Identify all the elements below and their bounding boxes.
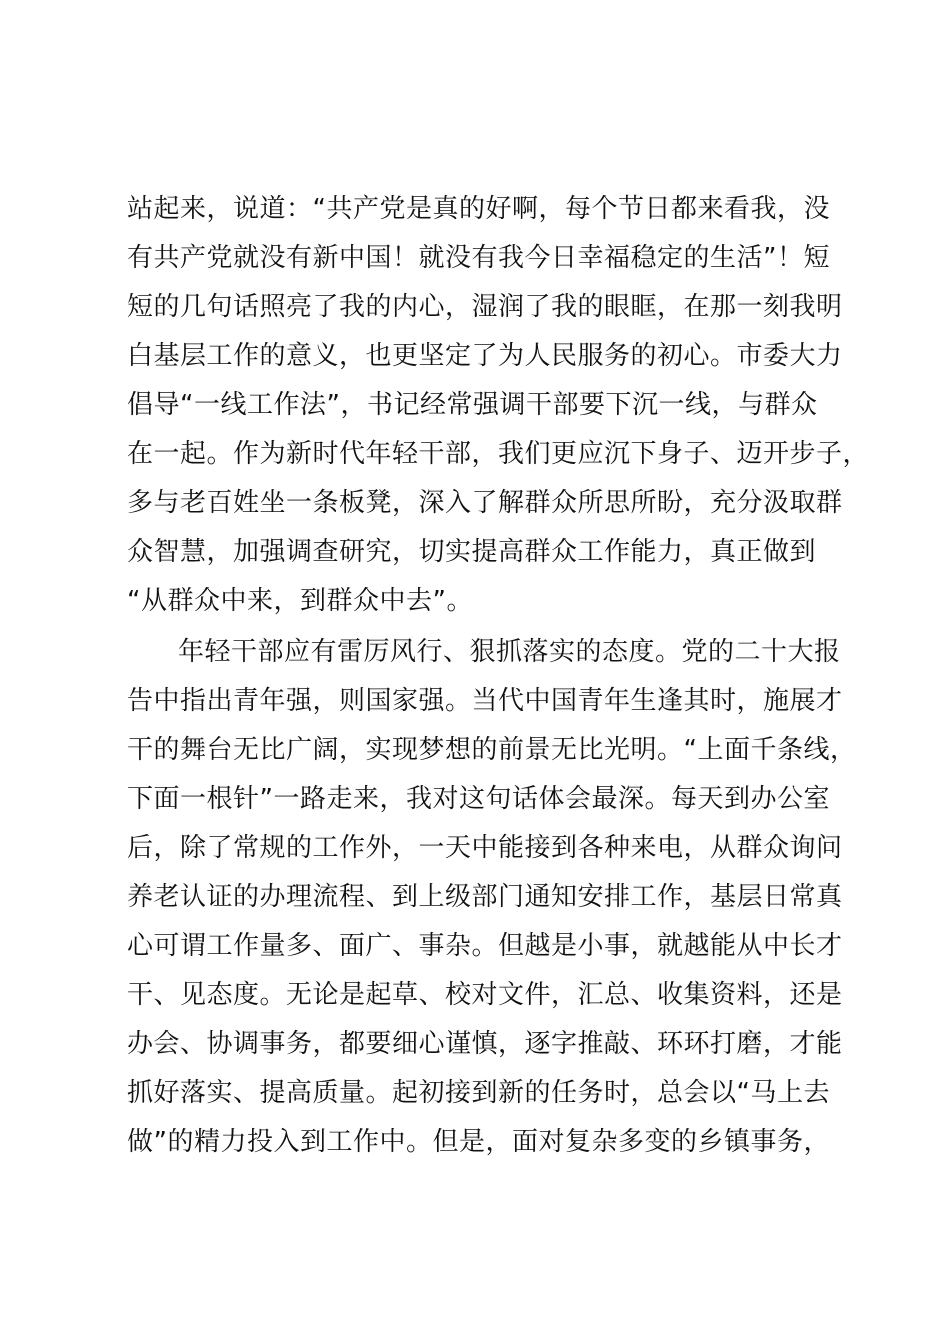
paragraph-first-line: 年轻干部应有雷厉风行、狠抓落实的态度。党的二十大报 <box>178 637 841 667</box>
text-line: 干的舞台无比广阔，实现梦想的前景无比光明。“上面千条线， <box>127 735 857 765</box>
text-line: 告中指出青年强，则国家强。当代中国青年生逢其时，施展才 <box>127 686 843 716</box>
text-line: 做”的精力投入到工作中。但是，面对复杂多变的乡镇事务， <box>127 1127 830 1157</box>
text-line: 多与老百姓坐一条板凳，深入了解群众所思所盼，充分汲取群 <box>127 488 843 518</box>
text-line: 有共产党就没有新中国！就没有我今日幸福稳定的生活”！短 <box>127 243 830 273</box>
text-line: 众智慧，加强调查研究，切实提高群众工作能力，真正做到 <box>127 537 817 567</box>
text-line: 站起来，说道：“共产党是真的好啊，每个节日都来看我，没 <box>127 194 830 224</box>
text-line: 养老认证的办理流程、到上级部门通知安排工作，基层日常真 <box>127 882 843 912</box>
text-line: 干、见态度。无论是起草、校对文件，汇总、收集资料，还是 <box>127 980 843 1010</box>
text-line: 倡导“一线工作法”，书记经常强调干部要下沉一线，与群众 <box>127 390 818 420</box>
text-line: 短的几句话照亮了我的内心，湿润了我的眼眶，在那一刻我明 <box>127 292 843 322</box>
text-line: 后，除了常规的工作外，一天中能接到各种来电，从群众询问 <box>127 833 843 863</box>
text-line: 下面一根针”一路走来，我对这句话体会最深。每天到办公室 <box>127 784 830 814</box>
text-line: “从群众中来，到群众中去”。 <box>127 586 473 616</box>
text-line: 办会、协调事务，都要细心谨慎，逐字推敲、环环打磨，才能 <box>127 1029 843 1059</box>
text-line: 在一起。作为新时代年轻干部，我们更应沉下身子、迈开步子， <box>127 439 870 469</box>
text-line: 抓好落实、提高质量。起初接到新的任务时，总会以“马上去 <box>127 1078 830 1108</box>
text-line: 心可谓工作量多、面广、事杂。但越是小事，就越能从中长才 <box>127 931 843 961</box>
text-line: 白基层工作的意义，也更坚定了为人民服务的初心。市委大力 <box>127 341 843 371</box>
